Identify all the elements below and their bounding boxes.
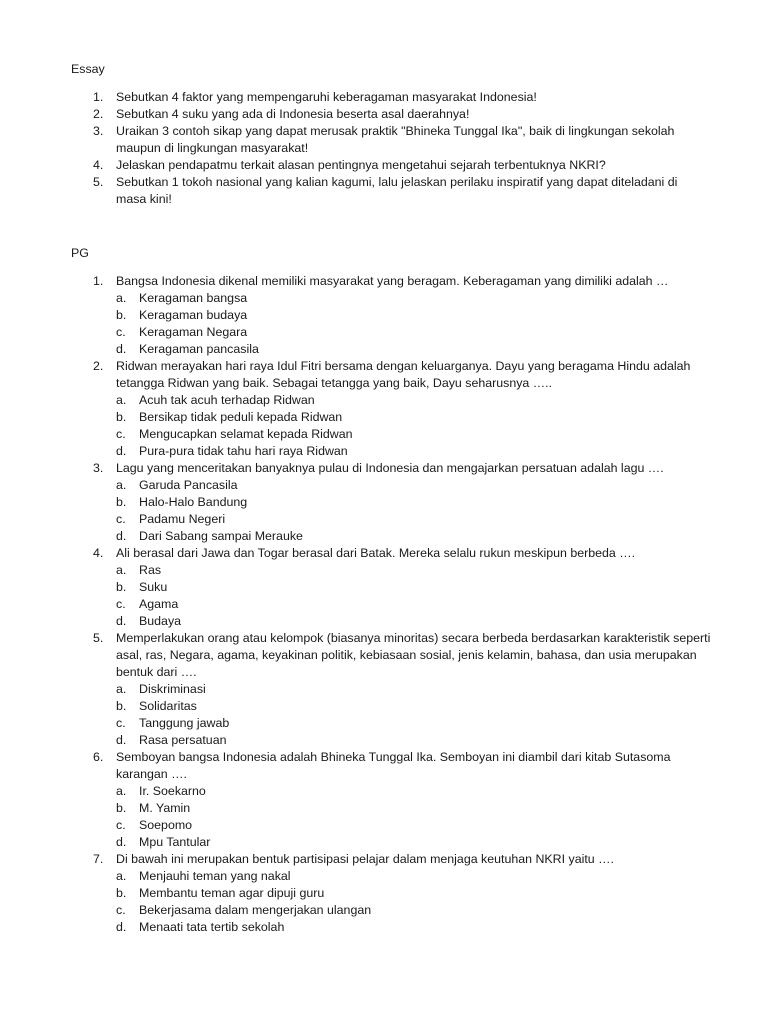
option-text: Diskriminasi [139,682,206,696]
option-letter: c. [116,597,126,611]
option-text: Ras [139,563,162,577]
question-text: Lagu yang menceritakan banyaknya pulau di Indonesia dan mengajarkan persatuan adalah lagu …. [116,461,664,475]
question-text: Di bawah ini merupakan bentuk partisipasi pelajar dalam menjaga keutuhan NKRI yaitu …. [116,852,614,866]
option-text: Garuda Pancasila [139,478,238,492]
pg-heading: PG [71,246,89,260]
question-number: 1. [93,274,104,288]
option-text: Ir. Soekarno [139,784,206,798]
option-text: M. Yamin [139,801,191,815]
option-letter: c. [116,325,126,339]
option-text: Dari Sabang sampai Merauke [139,529,303,543]
pg-question-list [71,273,711,936]
question-number: 5. [93,175,104,189]
option-letter: d. [116,733,127,747]
option-letter: d. [116,444,127,458]
question-number: 2. [93,107,104,121]
option-letter: d. [116,529,127,543]
option-list [71,868,711,936]
pg-question [71,460,711,477]
option-item [71,443,711,460]
option-item [71,528,711,545]
option-item [71,511,711,528]
option-text: Mengucapkan selamat kepada Ridwan [139,427,353,441]
option-text: Menaati tata tertib sekolah [139,920,285,934]
option-item [71,579,711,596]
question-number: 7. [93,852,104,866]
option-text: Padamu Negeri [139,512,226,526]
option-item [71,834,711,851]
option-item [71,307,711,324]
question-text: Ali berasal dari Jawa dan Togar berasal dari Batak. Mereka selalu rukun meskipun berbeda …. [116,546,636,560]
option-letter: a. [116,682,127,696]
option-letter: b. [116,886,127,900]
option-item [71,477,711,494]
option-item [71,732,711,749]
option-letter: a. [116,393,127,407]
option-letter: b. [116,410,127,424]
option-item [71,885,711,902]
option-letter: b. [116,699,127,713]
question-number: 3. [93,124,104,138]
option-letter: a. [116,478,127,492]
essay-question [71,89,711,106]
pg-question [71,545,711,562]
option-text: Keragaman budaya [139,308,248,322]
essay-question [71,174,711,208]
question-number: 2. [93,359,104,373]
option-text: Budaya [139,614,182,628]
option-letter: b. [116,308,127,322]
question-text: Jelaskan pendapatmu terkait alasan pentingnya mengetahui sejarah terbentuknya NKRI? [116,158,606,172]
question-number: 4. [93,546,104,560]
option-item [71,919,711,936]
option-list [71,477,711,545]
option-list [71,290,711,358]
option-text: Agama [139,597,179,611]
option-letter: c. [116,427,126,441]
option-text: Menjauhi teman yang nakal [139,869,291,883]
option-text: Keragaman pancasila [139,342,259,356]
option-letter: c. [116,818,126,832]
question-text: Sebutkan 4 faktor yang mempengaruhi keberagaman masyarakat Indonesia! [116,90,537,104]
essay-heading: Essay [71,62,105,76]
option-text: Bekerjasama dalam mengerjakan ulangan [139,903,372,917]
option-item [71,613,711,630]
essay-question-list [71,89,711,208]
option-text: Keragaman bangsa [139,291,248,305]
option-text: Tanggung jawab [139,716,230,730]
pg-question [71,749,711,783]
pg-question [71,273,711,290]
option-item [71,341,711,358]
option-text: Bersikap tidak peduli kepada Ridwan [139,410,343,424]
essay-question [71,123,711,157]
option-item [71,868,711,885]
question-text: Uraikan 3 contoh sikap yang dapat merusak praktik "Bhineka Tunggal Ika", baik di lingkungan sekolah maupun di lingkungan masyarakat! [116,124,675,155]
option-letter: a. [116,784,127,798]
question-number: 3. [93,461,104,475]
option-letter: d. [116,614,127,628]
option-letter: d. [116,835,127,849]
question-text: Sebutkan 4 suku yang ada di Indonesia beserta asal daerahnya! [116,107,470,121]
option-item [71,681,711,698]
option-item [71,324,711,341]
option-item [71,902,711,919]
question-text: Bangsa Indonesia dikenal memiliki masyarakat yang beragam. Keberagaman yang dimiliki adalah … [116,274,669,288]
option-letter: b. [116,495,127,509]
option-item [71,392,711,409]
option-item [71,817,711,834]
option-item [71,698,711,715]
option-letter: a. [116,291,127,305]
option-letter: c. [116,512,126,526]
option-text: Acuh tak acuh terhadap Ridwan [139,393,315,407]
option-item [71,494,711,511]
option-item [71,290,711,307]
question-text: Ridwan merayakan hari raya Idul Fitri bersama dengan keluarganya. Dayu yang beragama Hindu adalah tetangga Ridwan yang baik. Sebagai tetangga yang baik, Dayu seharusnya ….. [116,359,691,390]
question-text: Semboyan bangsa Indonesia adalah Bhineka Tunggal Ika. Semboyan ini diambil dari kitab Sutasoma karangan …. [116,750,671,781]
pg-question [71,851,711,868]
question-number: 6. [93,750,104,764]
question-number: 5. [93,631,104,645]
option-text: Solidaritas [139,699,197,713]
option-letter: b. [116,801,127,815]
option-item [71,715,711,732]
question-text: Memperlakukan orang atau kelompok (biasanya minoritas) secara berbeda berdasarkan karakteristik seperti asal, ras, Negara, agama, keyakinan politik, kebiasaan sosial, jenis kelamin, bahasa, dan usia merupakan bentuk dari …. [116,631,711,679]
option-letter: d. [116,342,127,356]
option-text: Membantu teman agar dipuji guru [139,886,325,900]
option-letter: b. [116,580,127,594]
essay-question [71,106,711,123]
question-text: Sebutkan 1 tokoh nasional yang kalian kagumi, lalu jelaskan perilaku inspiratif yang dapat diteladani di masa kini! [116,175,678,206]
option-text: Suku [139,580,168,594]
option-letter: c. [116,903,126,917]
question-number: 1. [93,90,104,104]
option-text: Soepomo [139,818,193,832]
option-item [71,409,711,426]
option-text: Rasa persatuan [139,733,227,747]
option-letter: a. [116,869,127,883]
option-text: Keragaman Negara [139,325,248,339]
option-text: Mpu Tantular [139,835,211,849]
option-list [71,681,711,749]
option-letter: c. [116,716,126,730]
option-letter: d. [116,920,127,934]
option-item [71,596,711,613]
question-number: 4. [93,158,104,172]
option-text: Halo-Halo Bandung [139,495,248,509]
pg-question [71,630,711,681]
option-item [71,562,711,579]
pg-question [71,358,711,392]
option-item [71,426,711,443]
option-text: Pura-pura tidak tahu hari raya Ridwan [139,444,348,458]
option-item [71,800,711,817]
option-letter: a. [116,563,127,577]
option-list [71,562,711,630]
option-item [71,783,711,800]
option-list [71,783,711,851]
essay-question [71,157,711,174]
option-list [71,392,711,460]
